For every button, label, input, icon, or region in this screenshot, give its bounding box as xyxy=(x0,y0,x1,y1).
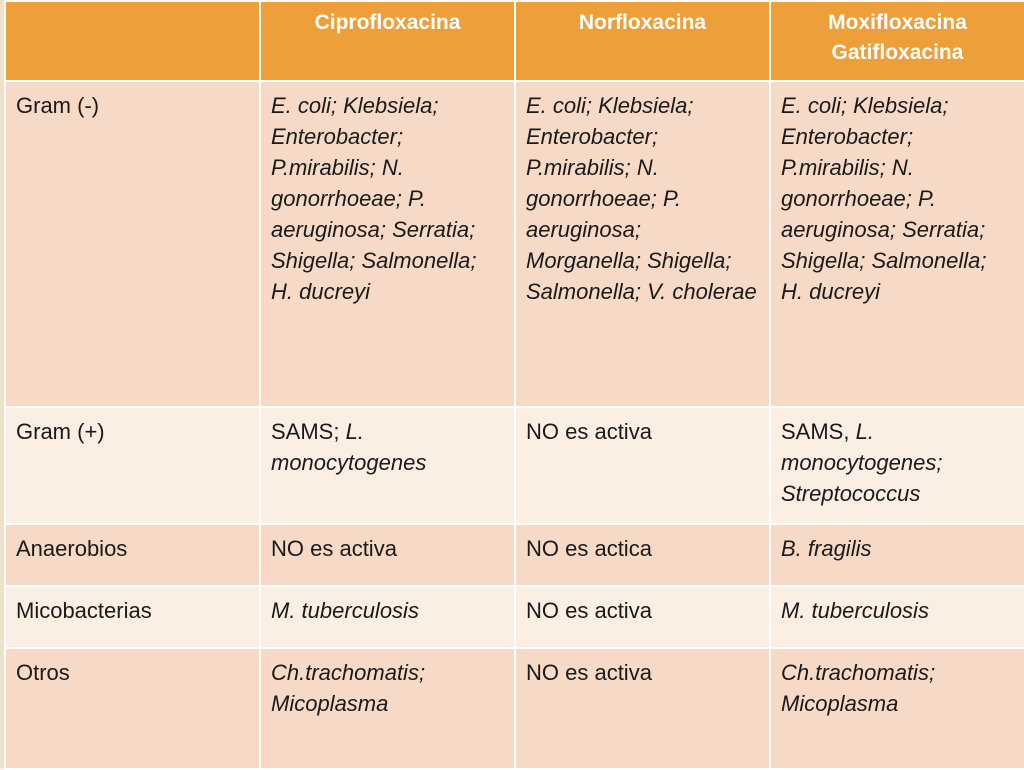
row-label-gram-negative: Gram (-) xyxy=(5,81,260,407)
cell-norflo-micobacterias: NO es activa xyxy=(515,586,770,648)
cell-norflo-anaerobios: NO es actica xyxy=(515,524,770,586)
header-empty-cell xyxy=(5,1,260,81)
header-row xyxy=(5,1,1024,81)
fluoroquinolone-spectrum-table xyxy=(4,0,1024,770)
row-label-anaerobios: Anaerobios xyxy=(5,524,260,586)
cell-cipro-gram-positive xyxy=(260,407,515,524)
table-row xyxy=(5,407,1024,524)
header-ciprofloxacina: Ciprofloxacina xyxy=(260,1,515,81)
cell-cipro-otros: Ch.trachomatis; Micoplasma xyxy=(260,648,515,769)
row-label-micobacterias: Micobacterias xyxy=(5,586,260,648)
cell-plain-text: SAMS, xyxy=(781,419,856,444)
cell-norflo-gram-positive: NO es activa xyxy=(515,407,770,524)
cell-norflo-otros: NO es activa xyxy=(515,648,770,769)
cell-cipro-gram-negative: E. coli; Klebsiela; Enterobacter; P.mirabilis; N. gonorrhoeae; P. aeruginosa; Serratia; Shigella; Salmonella; H. ducreyi xyxy=(260,81,515,407)
cell-italic-text: L. monocytogenes; Streptococcus xyxy=(781,419,943,506)
row-label-gram-positive: Gram (+) xyxy=(5,407,260,524)
header-moxifloxacina-gatifloxacina: Moxifloxacina Gatifloxacina xyxy=(770,1,1024,81)
table-row xyxy=(5,586,1024,648)
header-norfloxacina: Norfloxacina xyxy=(515,1,770,81)
cell-italic-text: L. monocytogenes xyxy=(271,419,427,475)
cell-cipro-anaerobios: NO es activa xyxy=(260,524,515,586)
cell-moxi-micobacterias: M. tuberculosis xyxy=(770,586,1024,648)
cell-plain-text: SAMS; xyxy=(271,419,346,444)
table-row xyxy=(5,81,1024,407)
cell-norflo-gram-negative: E. coli; Klebsiela; Enterobacter; P.mirabilis; N. gonorrhoeae; P. aeruginosa; Morganella; Shigella; Salmonella; V. cholerae xyxy=(515,81,770,407)
table-row xyxy=(5,524,1024,586)
row-label-otros: Otros xyxy=(5,648,260,769)
cell-moxi-anaerobios: B. fragilis xyxy=(770,524,1024,586)
cell-moxi-otros: Ch.trachomatis; Micoplasma xyxy=(770,648,1024,769)
cell-cipro-micobacterias: M. tuberculosis xyxy=(260,586,515,648)
cell-moxi-gram-negative: E. coli; Klebsiela; Enterobacter; P.mirabilis; N. gonorrhoeae; P. aeruginosa; Serratia; Shigella; Salmonella; H. ducreyi xyxy=(770,81,1024,407)
cell-moxi-gram-positive xyxy=(770,407,1024,524)
table-row xyxy=(5,648,1024,769)
